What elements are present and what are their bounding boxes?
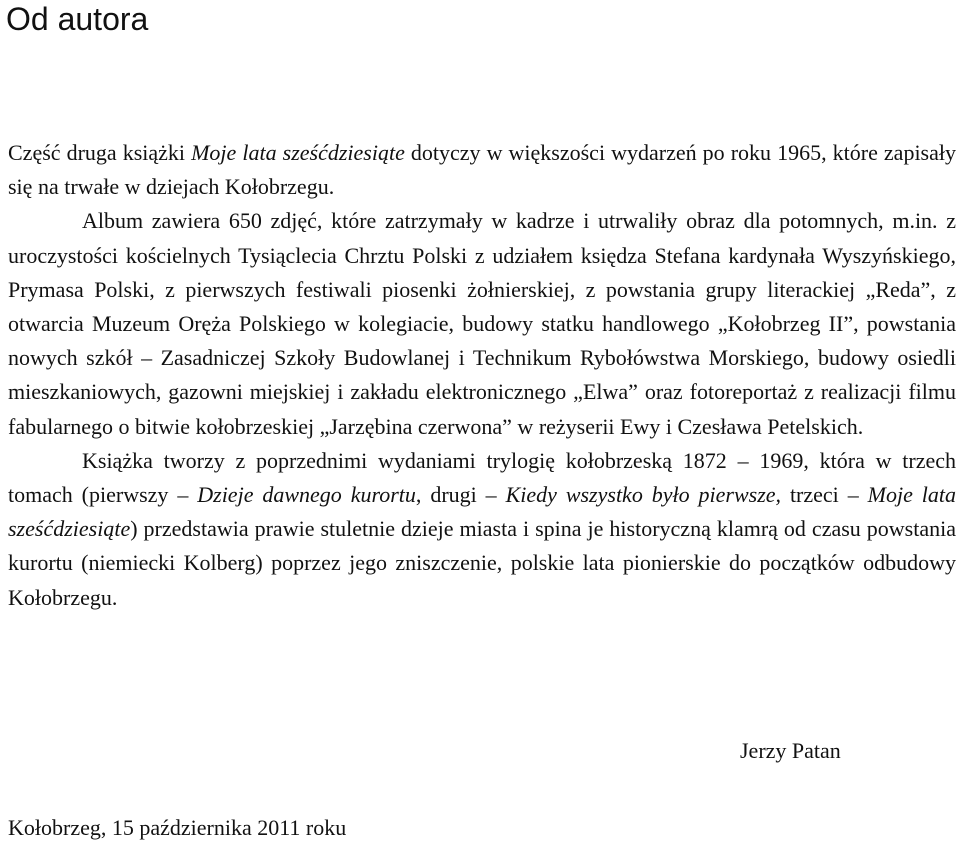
paragraph-1 (8, 136, 956, 204)
paragraph-1-text-2: dotyczy w większości wydarzeń po roku 1965, które zapisały się na trwałe w dziejach Kołobrzegu. (8, 140, 956, 200)
paragraph-1-text-1: Część druga książki (8, 140, 192, 165)
paragraph-1-book-title: Moje lata sześćdziesiąte (191, 140, 405, 165)
author-signature: Jerzy Patan (740, 738, 841, 763)
place-and-date: Kołobrzeg, 15 października 2011 roku (8, 815, 347, 840)
paragraph-3 (8, 444, 956, 615)
page-title: Od autora (6, 1, 149, 37)
paragraph-3-book-title-3: Moje lata sześćdziesiąte (8, 482, 956, 542)
paragraph-3-text-3: trzeci – (781, 482, 868, 508)
body-text (8, 136, 956, 615)
paragraph-3-book-title-1: Dzieje dawnego kurortu (197, 482, 416, 508)
paragraph-3-text-4: ) przedstawia prawie stuletnie dzieje miasta i spina je historyczną klamrą od czasu powstania kurortu (niemiecki Kolberg) poprzez jego zniszczenie, polskie lata pionierskie do początków odbudowy Kołobrzegu. (8, 516, 956, 610)
paragraph-3-text-1: Książka tworzy z poprzednimi wydaniami trylogię kołobrzeską 1872 – 1969, która w trzech tomach (pierwszy – (8, 447, 956, 508)
paragraph-3-text-2: , drugi – (415, 482, 506, 508)
paragraph-3-book-title-2: Kiedy wszystko było pierwsze, (505, 482, 782, 508)
paragraph-2: Album zawiera 650 zdjęć, które zatrzymały w kadrze i utrwaliły obraz dla potomnych, m.in. z uroczystości kościelnych Tysiąclecia Chrztu Polski z udziałem księdza Stefana kardynała Wyszyńskiego, Prymasa Polski, z pierwszych festiwali piosenki żołnierskiej, z powstania grupy literackiej „Reda”, z otwarcia Muzeum Oręża Polskiego w kolegiacie, budowy statku handlowego „Kołobrzeg II”, powstania nowych szkół – Zasadniczej Szkoły Budowlanej i Technikum Rybołówstwa Morskiego, budowy osiedli mieszkaniowych, gazowni miejskiej i zakładu elektronicznego „Elwa” oraz fotoreportaż z realizacji filmu fabularnego o bitwie kołobrzeskiej „Jarzębina czerwona” w reżyserii Ewy i Czesława Petelskich. (8, 208, 956, 439)
